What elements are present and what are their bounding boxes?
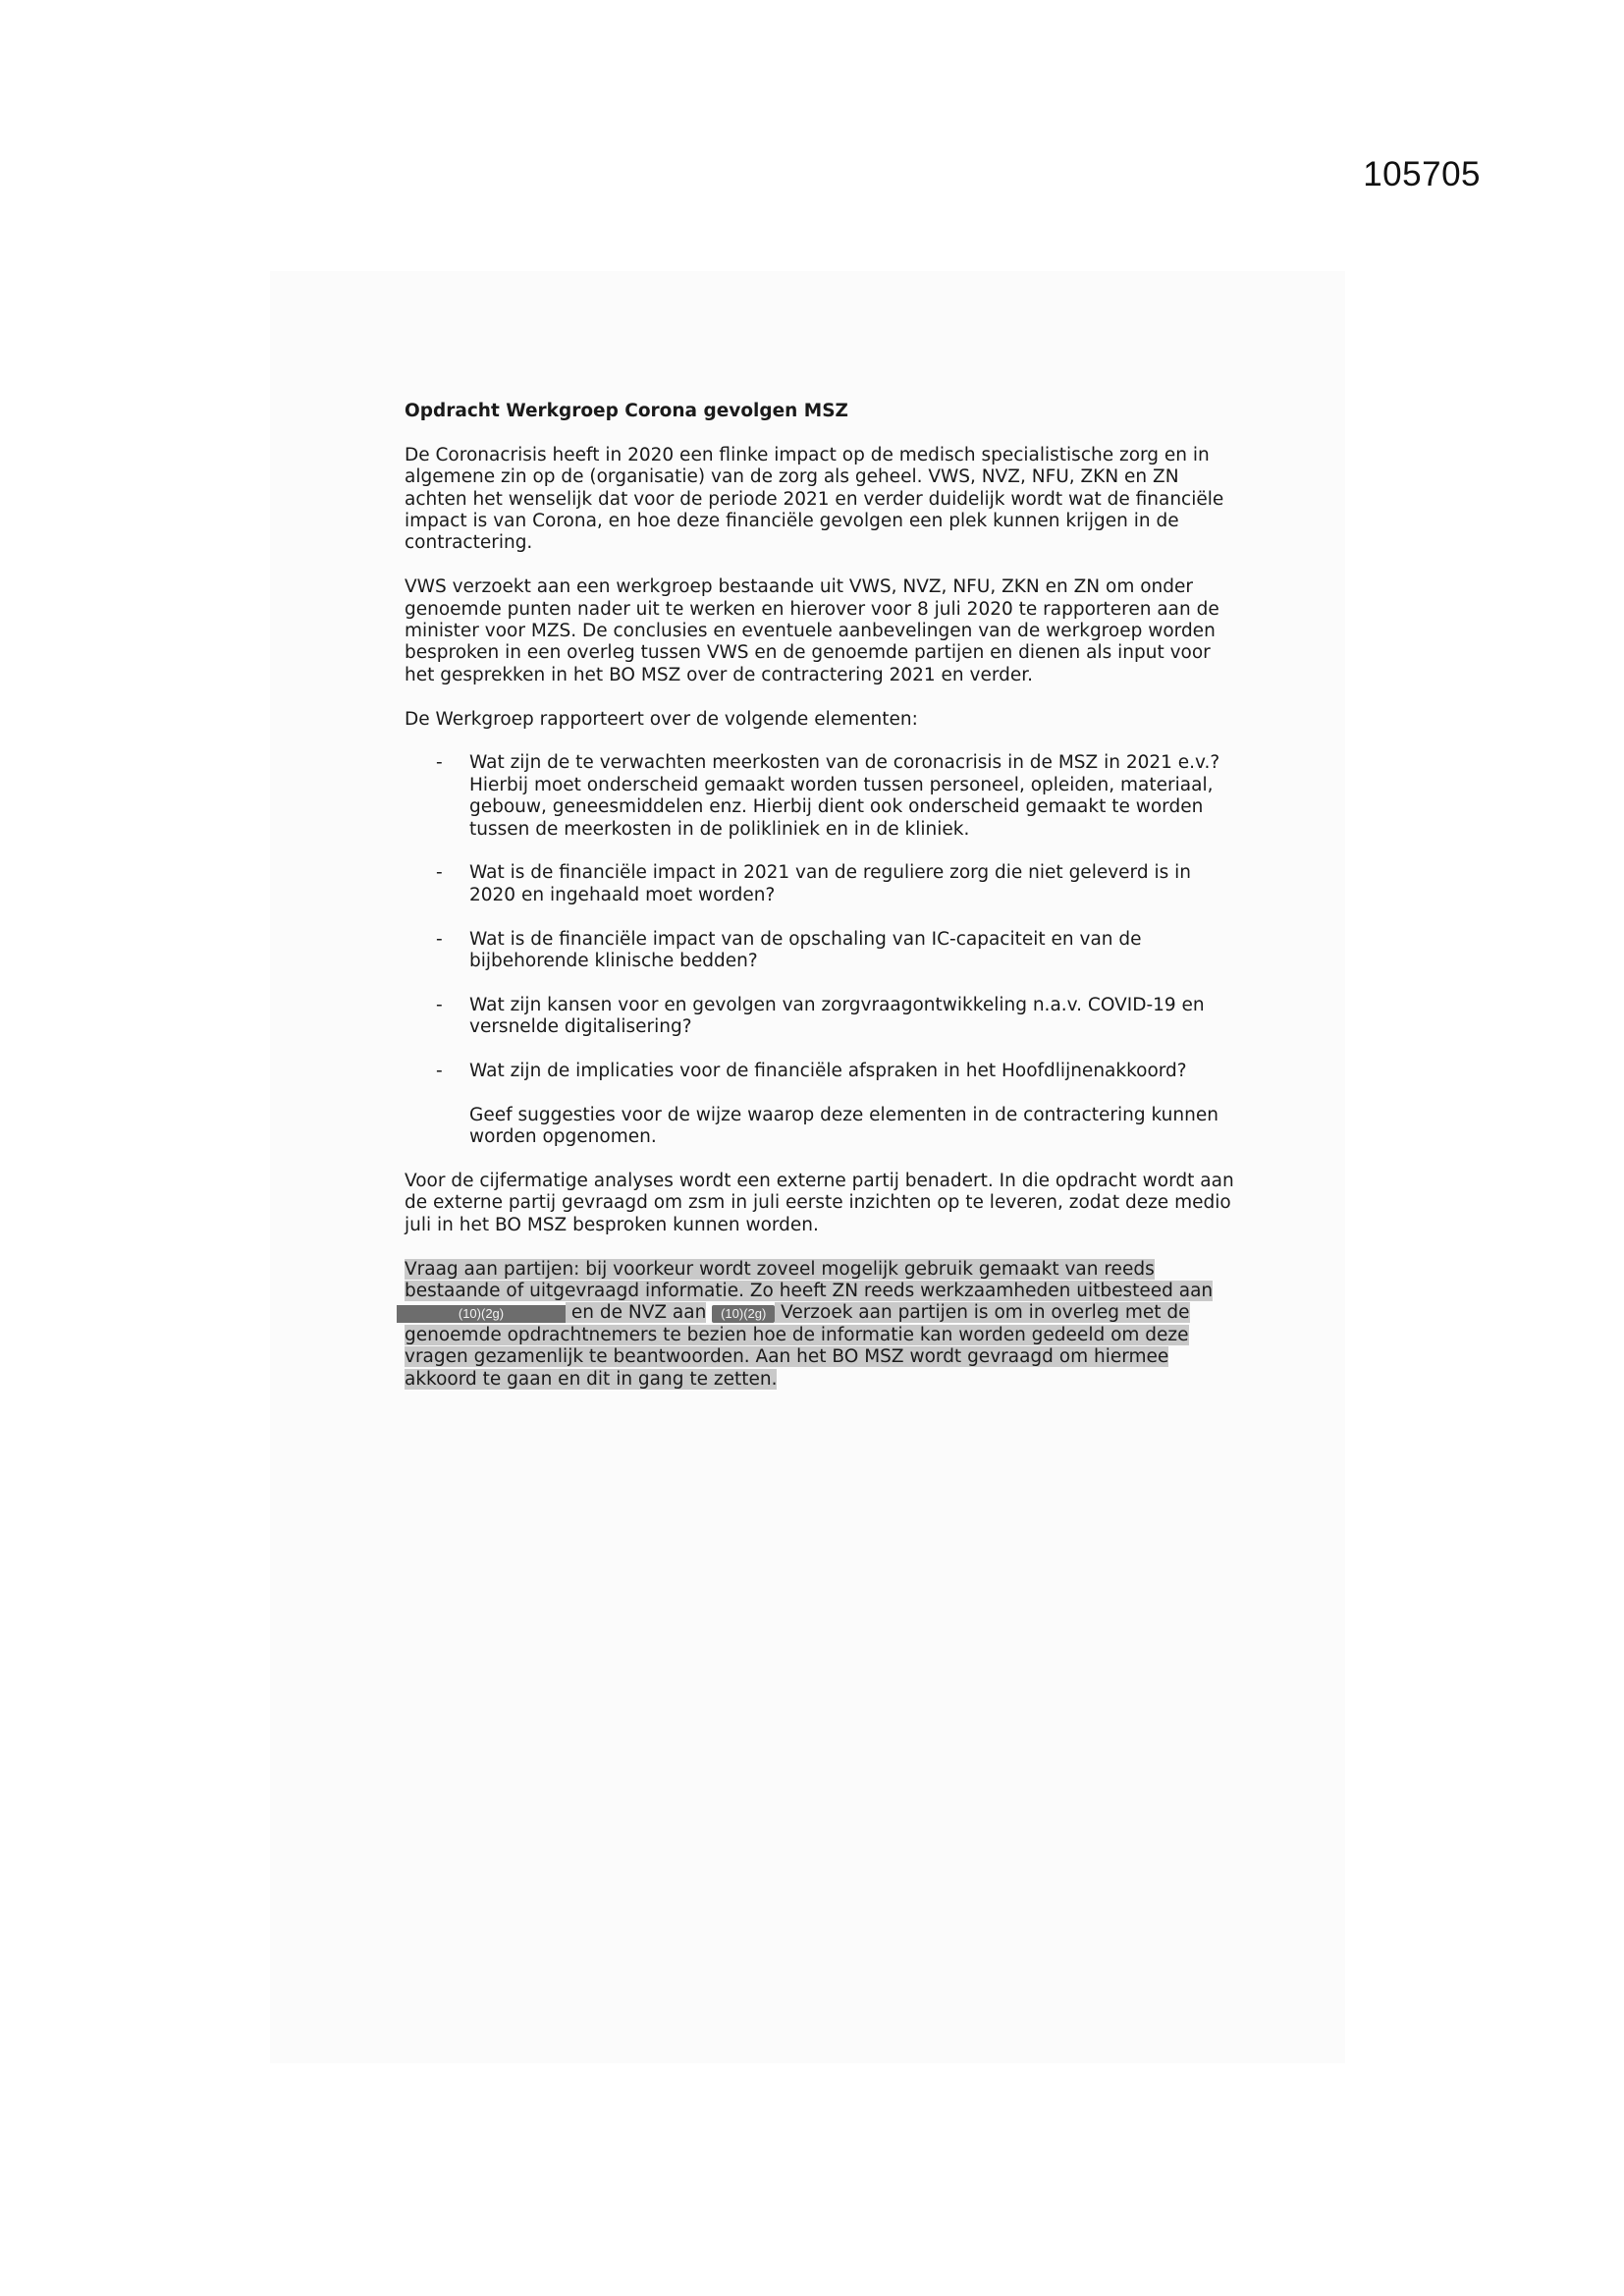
list-item: [405, 862, 1239, 906]
list-item-text: Wat is de financiële impact van de opschaling van IC-capaciteit en van de bijbehorende klinische bedden?: [469, 928, 1142, 972]
document-body: [405, 401, 1239, 1413]
list-item: [405, 929, 1239, 973]
list-item: [405, 995, 1239, 1039]
highlighted-paragraph: [405, 1259, 1239, 1391]
highlighted-text: Vraag aan partijen: bij voorkeur wordt zoveel mogelijk gebruik gemaakt van reeds bestaande of uitgevraagd informatie. Zo heeft ZN reeds werkzaamheden uitbesteed aan: [405, 1258, 1214, 1302]
elements-list: [405, 752, 1239, 1082]
redaction-box: (10)(2g): [397, 1305, 566, 1323]
request-paragraph: VWS verzoekt aan een werkgroep bestaande uit VWS, NVZ, NFU, ZKN en ZN om onder genoemde punten nader uit te werken en hierover voor 8 juli 2020 te rapporteren aan de minister voor MZS. De conclusies en eventuele aanbevelingen van de werkgroep worden besproken in een overleg tussen VWS en de genoemde partijen en dienen als input voor het gesprekken in het BO MSZ over de contractering 2021 en verder.: [405, 576, 1219, 685]
intro-paragraph: De Coronacrisis heeft in 2020 een flinke impact op de medisch specialistische zorg en in algemene zin op de (organisatie) van de zorg als geheel. VWS, NVZ, NFU, ZKN en ZN achten het wenselijk dat voor de periode 2021 en verder duidelijk wordt wat de financiële impact is van Corona, en hoe deze financiële gevolgen een plek kunnen krijgen in de contractering.: [405, 444, 1224, 554]
analyses-paragraph: Voor de cijfermatige analyses wordt een externe partij benadert. In die opdracht wordt aan de externe partij gevraagd om zsm in juli eerste inzichten op te leveren, zodat deze medio juli in het BO MSZ besproken kunnen worden.: [405, 1171, 1234, 1235]
document-number: 105705: [1363, 155, 1481, 193]
redaction-box: (10)(2g): [712, 1305, 775, 1323]
list-item: [405, 1061, 1239, 1082]
document-title: Opdracht Werkgroep Corona gevolgen MSZ: [405, 401, 848, 421]
list-item-text: Wat is de financiële impact in 2021 van de reguliere zorg die niet geleverd is in 2020 en ingehaald moet worden?: [469, 862, 1191, 905]
bullet-dash: -: [436, 862, 443, 884]
highlighted-text: en de NVZ aan: [566, 1302, 707, 1324]
list-item-text: Wat zijn kansen voor en gevolgen van zorgvraagontwikkeling n.a.v. COVID-19 en versnelde digitalisering?: [469, 994, 1205, 1038]
bullet-dash: -: [436, 752, 443, 774]
list-item-text: Wat zijn de implicaties voor de financiële afspraken in het Hoofdlijnenakkoord?: [469, 1061, 1187, 1082]
suggestion-paragraph: Geef suggesties voor de wijze waarop deze elementen in de contractering kunnen worden opgenomen.: [469, 1104, 1218, 1148]
bullet-dash: -: [436, 928, 443, 950]
list-item: [405, 752, 1239, 841]
list-item-text: Wat zijn de te verwachten meerkosten van de coronacrisis in de MSZ in 2021 e.v.? Hierbij moet onderscheid gemaakt worden tussen personeel, opleiden, materiaal, gebouw, geneesmiddelen enz. Hierbij dient ook onderscheid gemaakt te worden tussen de meerkosten in de polikliniek en in de kliniek.: [469, 752, 1220, 840]
highlighted-text: Verzoek aan partijen is om in overleg met de genoemde opdrachtnemers te bezien hoe de informatie kan worden gedeeld om deze vragen gezamenlijk te beantwoorden. Aan het BO MSZ wordt gevraagd om hiermee akkoord te gaan en dit in gang te zetten.: [405, 1302, 1190, 1390]
bullet-dash: -: [436, 994, 443, 1015]
bullet-dash: -: [436, 1061, 443, 1082]
elements-intro: De Werkgroep rapporteert over de volgende elementen:: [405, 708, 918, 730]
